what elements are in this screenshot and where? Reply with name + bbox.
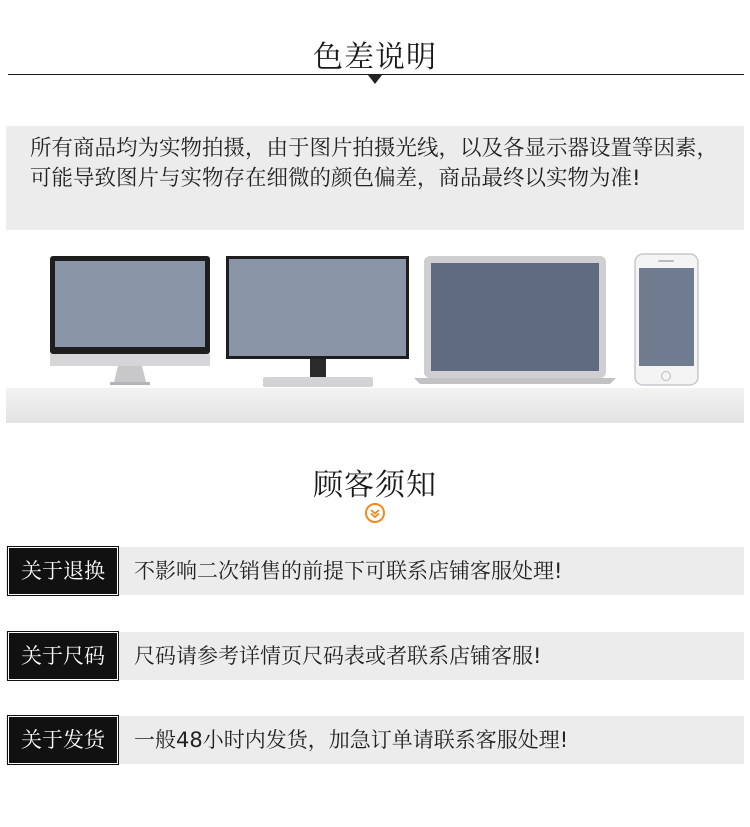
shipping-label: 关于发货 [8, 716, 118, 764]
monitor-icon [226, 256, 409, 387]
color-difference-title: 色差说明 [313, 40, 437, 75]
size-label: 关于尺码 [8, 632, 118, 680]
imac-icon [50, 256, 210, 385]
down-arrow-icon [368, 75, 382, 84]
devices-illustration [6, 240, 744, 423]
phone-icon [635, 254, 698, 385]
size-text: 尺码请参考详情页尺码表或者联系店铺客服! [134, 644, 542, 668]
chevron-down-icon [365, 503, 385, 523]
laptop-icon [414, 256, 616, 384]
returns-label: 关于退换 [8, 547, 118, 595]
shipping-text: 一般48小时内发货，加急订单请联系客服处理! [134, 728, 569, 752]
color-notice-text: 所有商品均为实物拍摄，由于图片拍摄光线，以及各显示器设置等因素，可能导致图片与实物存在细微的颜色偏差，商品最终以实物为准! [30, 136, 719, 191]
customer-notice-title: 顾客须知 [313, 468, 437, 503]
color-notice-panel [6, 126, 744, 230]
returns-text: 不影响二次销售的前提下可联系店铺客服处理! [134, 559, 563, 583]
